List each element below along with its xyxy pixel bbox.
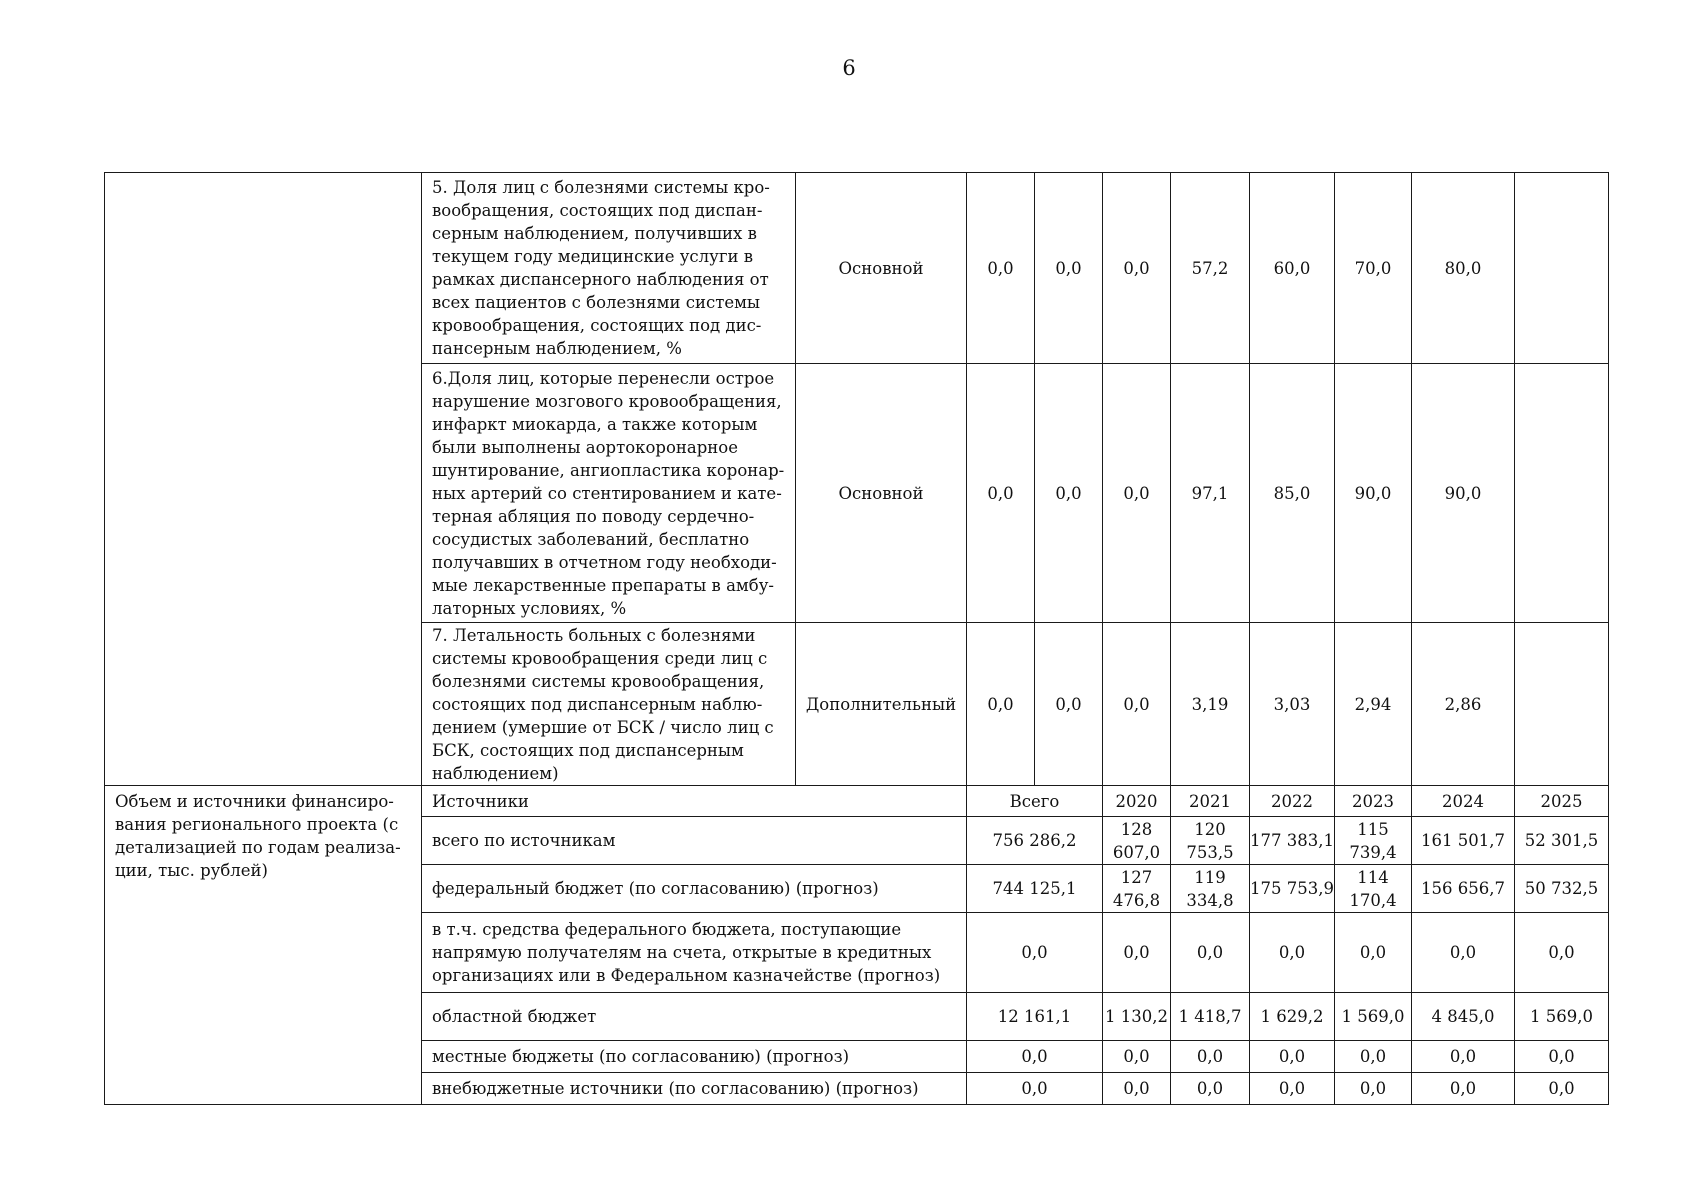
indicator-type: Дополнительный [796, 623, 967, 786]
year-amount: 0,0 [1250, 1041, 1335, 1073]
source-total: 12 161,1 [967, 993, 1103, 1041]
year-amount: 0,0 [1335, 913, 1412, 993]
year-amount: 0,0 [1335, 1073, 1412, 1105]
source-total: 744 125,1 [967, 865, 1103, 913]
year-amount: 1 130,2 [1103, 993, 1171, 1041]
year-amount: 0,0 [1103, 913, 1171, 993]
indicator-value: 0,0 [967, 364, 1035, 623]
indicator-value: 80,0 [1412, 173, 1515, 364]
year-amount: 0,0 [1412, 913, 1515, 993]
year-amount: 0,0 [1171, 913, 1250, 993]
indicator-value: 97,1 [1171, 364, 1250, 623]
page-number: 6 [842, 56, 856, 80]
indicator-value: 57,2 [1171, 173, 1250, 364]
source-total: 0,0 [967, 913, 1103, 993]
indicator-value: 3,03 [1250, 623, 1335, 786]
indicator-value: 2,94 [1335, 623, 1412, 786]
year-amount: 0,0 [1412, 1041, 1515, 1073]
year-amount: 50 732,5 [1515, 865, 1609, 913]
year-amount: 127 476,8 [1103, 865, 1171, 913]
year-header: 2021 [1171, 786, 1250, 817]
year-amount: 114 170,4 [1335, 865, 1412, 913]
year-amount: 0,0 [1103, 1073, 1171, 1105]
year-amount: 0,0 [1515, 1041, 1609, 1073]
indicator-value: 0,0 [1035, 364, 1103, 623]
year-amount: 0,0 [1335, 1041, 1412, 1073]
year-amount: 1 629,2 [1250, 993, 1335, 1041]
year-amount: 0,0 [1171, 1041, 1250, 1073]
indicator-text: 6.Доля лиц, которые перенесли острое нарушение мозгового кровообращения, инфаркт миокарда, а также которым были выполнены аортокоронарное шунтирование, ангиопластика коронар-ных артерий со стентированием и кате-терная абляция по поводу сердечно-сосудистых заболеваний, бесплатно получавших в отчетном году необходи-мые лекарственные препараты в амбу-латорных условиях, % [422, 364, 796, 623]
indicator-value: 85,0 [1250, 364, 1335, 623]
year-amount: 4 845,0 [1412, 993, 1515, 1041]
indicator-text: 7. Летальность больных с болезнями системы кровообращения среди лиц с болезнями системы кровообращения, состоящих под диспансерным наблю-дением (умершие от БСК / число лиц с БСК, состоящих под диспансерным наблюдением) [422, 623, 796, 786]
passport-table [104, 172, 1609, 1105]
year-amount: 0,0 [1103, 1041, 1171, 1073]
year-amount: 0,0 [1171, 1073, 1250, 1105]
year-amount: 175 753,9 [1250, 865, 1335, 913]
source-label: внебюджетные источники (по согласованию) (прогноз) [422, 1073, 967, 1105]
sources-header: Источники [422, 786, 967, 817]
year-amount: 0,0 [1515, 1073, 1609, 1105]
year-amount: 1 569,0 [1335, 993, 1412, 1041]
year-amount: 1 569,0 [1515, 993, 1609, 1041]
indicator-value: 70,0 [1335, 173, 1412, 364]
source-label: всего по источникам [422, 817, 967, 865]
year-header: 2020 [1103, 786, 1171, 817]
year-header: 2022 [1250, 786, 1335, 817]
indicator-type: Основной [796, 173, 967, 364]
indicator-value: 3,19 [1171, 623, 1250, 786]
year-header: 2024 [1412, 786, 1515, 817]
indicator-value: 2,86 [1412, 623, 1515, 786]
source-total: 756 286,2 [967, 817, 1103, 865]
indicator-row [105, 173, 1609, 364]
year-amount: 119 334,8 [1171, 865, 1250, 913]
indicator-value: 0,0 [967, 173, 1035, 364]
year-amount: 0,0 [1250, 1073, 1335, 1105]
year-amount: 0,0 [1250, 913, 1335, 993]
indicator-value: 0,0 [1103, 173, 1171, 364]
indicator-value: 90,0 [1412, 364, 1515, 623]
source-label: областной бюджет [422, 993, 967, 1041]
indicator-value: 0,0 [1103, 364, 1171, 623]
year-header: 2023 [1335, 786, 1412, 817]
total-header: Всего [967, 786, 1103, 817]
indicator-value: 0,0 [1035, 173, 1103, 364]
year-amount: 0,0 [1515, 913, 1609, 993]
indicators-label-cell [105, 173, 422, 786]
source-label: местные бюджеты (по согласованию) (прогноз) [422, 1041, 967, 1073]
year-amount: 52 301,5 [1515, 817, 1609, 865]
year-amount: 115 739,4 [1335, 817, 1412, 865]
financing-label: Объем и источники финансиро-вания регионального проекта (с детализацией по годам реализа-ции, тыс. рублей) [105, 786, 422, 1105]
year-header: 2025 [1515, 786, 1609, 817]
financing-header-row [105, 786, 1609, 817]
indicator-value: 0,0 [1035, 623, 1103, 786]
indicator-value [1515, 623, 1609, 786]
year-amount: 1 418,7 [1171, 993, 1250, 1041]
indicator-text: 5. Доля лиц с болезнями системы кро-вообращения, состоящих под диспан-серным наблюдением, получивших в текущем году медицинские услуги в рамках диспансерного наблюдения от всех пациентов с болезнями системы кровообращения, состоящих под дис-пансерным наблюдением, % [422, 173, 796, 364]
indicator-type: Основной [796, 364, 967, 623]
year-amount: 0,0 [1412, 1073, 1515, 1105]
indicator-value [1515, 364, 1609, 623]
year-amount: 156 656,7 [1412, 865, 1515, 913]
indicator-value: 0,0 [1103, 623, 1171, 786]
source-total: 0,0 [967, 1041, 1103, 1073]
year-amount: 161 501,7 [1412, 817, 1515, 865]
source-label: федеральный бюджет (по согласованию) (прогноз) [422, 865, 967, 913]
indicator-value [1515, 173, 1609, 364]
indicator-value: 90,0 [1335, 364, 1412, 623]
indicator-value: 60,0 [1250, 173, 1335, 364]
year-amount: 177 383,1 [1250, 817, 1335, 865]
source-label: в т.ч. средства федерального бюджета, поступающие напрямую получателям на счета, открытые в кредитных организациях или в Федеральном казначействе (прогноз) [422, 913, 967, 993]
source-total: 0,0 [967, 1073, 1103, 1105]
year-amount: 128 607,0 [1103, 817, 1171, 865]
year-amount: 120 753,5 [1171, 817, 1250, 865]
indicator-value: 0,0 [967, 623, 1035, 786]
